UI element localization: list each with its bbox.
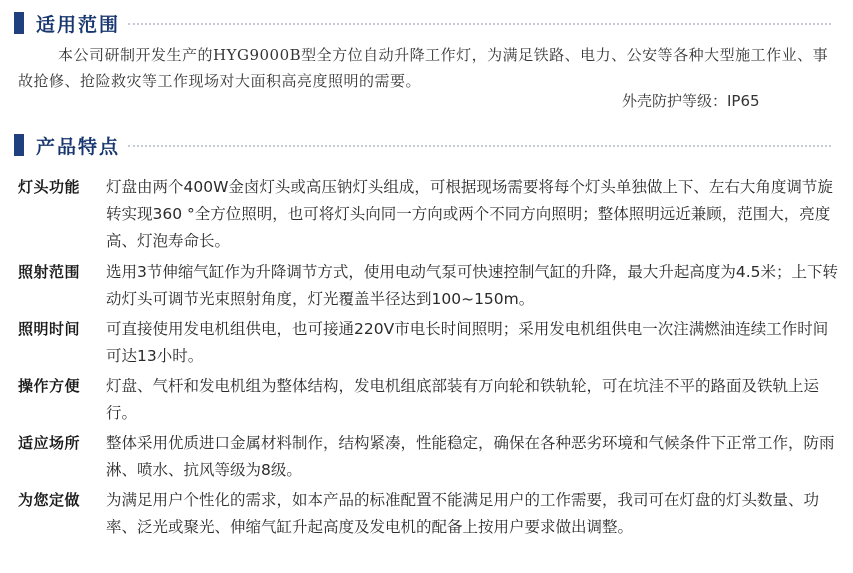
dotted-divider: [128, 23, 831, 25]
feature-label: 照射范围: [18, 263, 81, 281]
feature-text: 整体采用优质进口金属材料制作，结构紧凑，性能稳定，确保在各种恶劣环境和气候条件下正常工作，防雨淋、喷水、抗风等级为8级。: [106, 434, 835, 479]
section-marker: [14, 12, 24, 34]
feature-item-coverage: [18, 259, 840, 313]
feature-label: 灯头功能: [18, 178, 81, 196]
feature-item-lamp-head: [18, 174, 840, 255]
feature-item-customization: [18, 487, 840, 541]
section-header-application: [14, 8, 831, 38]
feature-text: 灯盘由两个400W金卤灯头或高压钠灯头组成，可根据现场需要将每个灯头单独做上下、左右大角度调节旋转实现360 °全方位照明，也可将灯头向同一方向或两个不同方向照明；整体照明远近兼顾，范围大，亮度高、灯泡寿命长。: [106, 178, 833, 250]
feature-label: 适应场所: [18, 434, 81, 452]
protection-rating: 外壳防护等级：IP65: [622, 92, 760, 110]
intro-paragraph: 本公司研制开发生产的HYG9000B型全方位自动升降工作灯，为满足铁路、电力、公安等各种大型施工作业、事故抢修、抢险救灾等工作现场对大面积高亮度照明的需要。: [18, 46, 829, 90]
feature-label: 为您定做: [18, 491, 81, 509]
feature-label: 照明时间: [18, 320, 81, 338]
section-header-features: [14, 130, 831, 160]
feature-text: 灯盘、气杆和发电机组为整体结构，发电机组底部装有万向轮和铁轨轮，可在坑洼不平的路面及铁轨上运行。: [106, 377, 820, 422]
section-title-features: 产品特点: [36, 135, 121, 158]
feature-item-environment: [18, 430, 840, 484]
feature-item-operation: [18, 373, 840, 427]
feature-text: 选用3节伸缩气缸作为升降调节方式，使用电动气泵可快速控制气缸的升降，最大升起高度为4.5米；上下转动灯头可调节光束照射角度，灯光覆盖半径达到100~150m。: [106, 263, 839, 308]
feature-label: 操作方便: [18, 377, 81, 395]
dotted-divider: [128, 145, 831, 147]
section-marker: [14, 134, 24, 156]
feature-text: 为满足用户个性化的需求，如本产品的标准配置不能满足用户的工作需要，我司可在灯盘的灯头数量、功率、泛光或聚光、伸缩气缸升起高度及发电机的配备上按用户要求做出调整。: [106, 491, 820, 536]
feature-item-duration: [18, 316, 840, 370]
section-title-application: 适用范围: [36, 13, 121, 36]
feature-text: 可直接使用发电机组供电，也可接通220V市电长时间照明；采用发电机组供电一次注满燃油连续工作时间可达13小时。: [106, 320, 829, 365]
feature-list: [18, 174, 840, 541]
